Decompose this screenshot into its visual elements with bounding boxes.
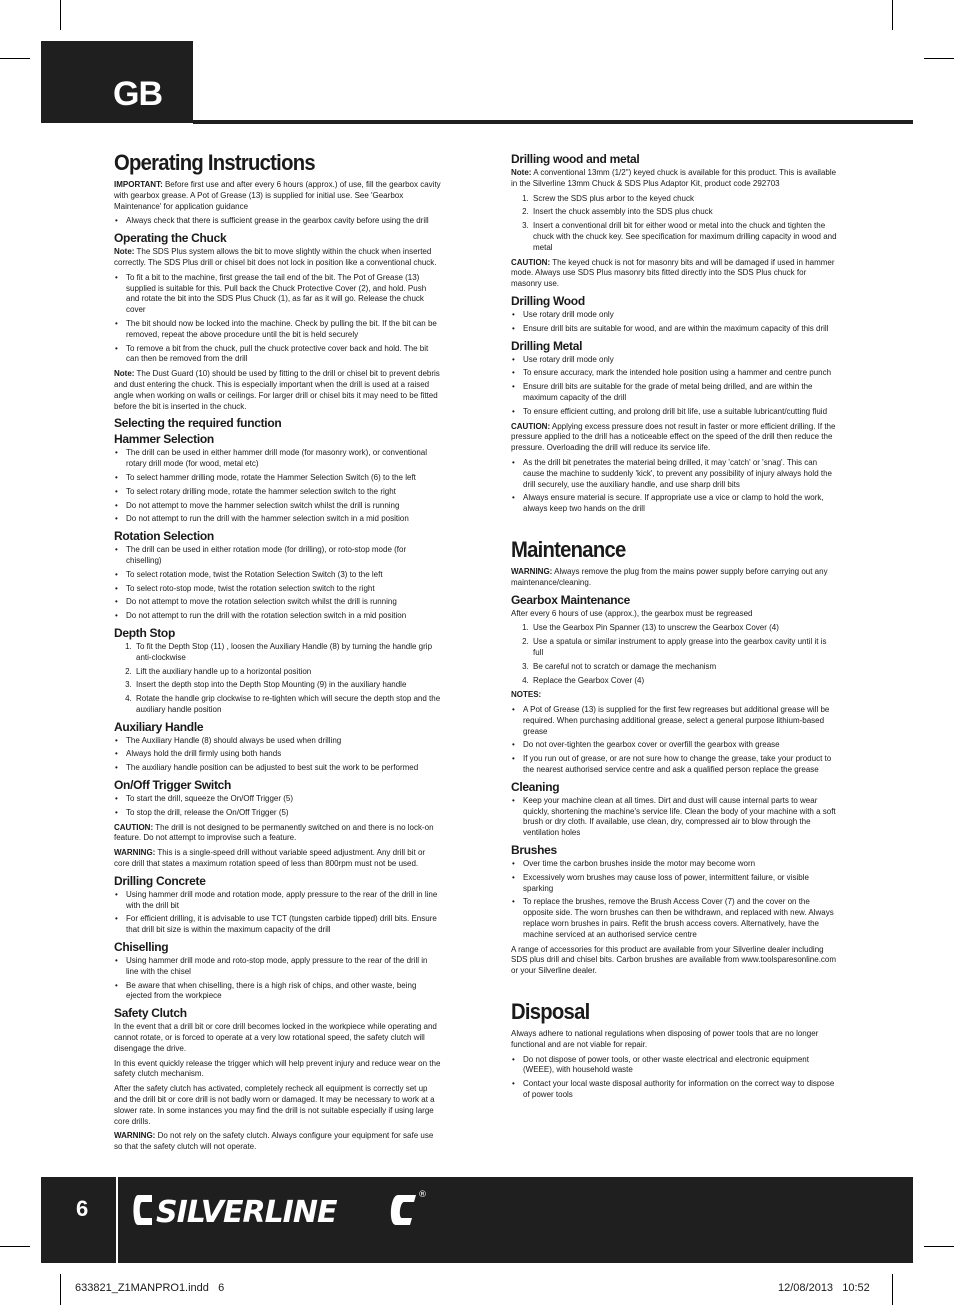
left-column — [114, 150, 441, 1157]
list-item: • Do not attempt to run the drill with the hammer selection switch in a mid position — [126, 514, 441, 525]
caution-text: The drill is not designed to be permanently switched on and there is no lock-on feature. Do not attempt to improvise such a feature. — [114, 822, 434, 843]
operating-instructions-title: Operating Instructions — [114, 150, 315, 175]
wood-metal-heading: Drilling wood and metal — [511, 152, 640, 166]
maintenance-title: Maintenance — [511, 536, 626, 562]
rotation-heading: Rotation Selection — [114, 529, 214, 544]
caution-text: The keyed chuck is not for masonry bits and will be damaged if used in hammer mode. Always use SDS Plus masonry bits fitted directly into the SDS Plus chuck for masonry use. — [511, 257, 835, 289]
list-item: • The drill can be used in either hammer drill mode (for masonry work), or conventional rotary drill mode (for wood, metal etc) — [126, 448, 441, 470]
notes-bullets — [511, 705, 838, 776]
aux-bullets — [114, 736, 441, 774]
wood-metal-steps — [511, 194, 838, 254]
list-item: • Be aware that when chiselling, there is a high risk of chips, and other waste, being ejected from the workpiece — [126, 981, 441, 1003]
silverline-logo — [130, 1185, 430, 1235]
list-item: • To select roto-stop mode, twist the rotation selection switch to the right — [126, 584, 441, 595]
header-rule — [193, 120, 913, 124]
concrete-bullets — [114, 890, 441, 936]
date-info: 12/08/2013 10:52 — [778, 1282, 870, 1294]
trigger-bullets — [114, 794, 441, 819]
list-item: • The auxiliary handle position can be adjusted to best suit the work to be performed — [126, 763, 441, 774]
select-function-heading: Selecting the required function — [114, 416, 282, 431]
list-item: • To remove a bit from the chuck, pull the chuck protective cover back and hold. The bit can then be removed from the drill — [126, 344, 441, 366]
list-item: • To replace the brushes, remove the Brush Access Cover (7) and the cover on the opposite side. The worn brushes can then be withdrawn, and replaced with new. Always replace worn brushes in pairs. Refit the brush access covers. Alternatively, have the machine serviced at an authorised service centre — [523, 897, 838, 940]
list-item: • Over time the carbon brushes inside the motor may become worn — [523, 859, 838, 870]
warning-label: WARNING: — [511, 566, 553, 576]
drilling-metal-heading: Drilling Metal — [511, 338, 583, 353]
list-item: • Do not attempt to move the hammer selection switch whilst the drill is running — [126, 501, 441, 512]
dust-guard-note — [114, 369, 441, 412]
list-item: • The drill can be used in either rotation mode (for drilling), or roto-stop mode (for chiselling) — [126, 545, 441, 567]
list-item: 4. Replace the Gearbox Cover (4) — [531, 676, 838, 687]
right-column — [511, 150, 838, 1105]
metal-caution — [511, 422, 838, 454]
list-item: • To select rotation mode, twist the Rotation Selection Switch (3) to the left — [126, 570, 441, 581]
notes-label-text: NOTES: — [511, 690, 542, 700]
note-label: Note: — [114, 247, 135, 257]
crop-mark — [60, 0, 61, 30]
chiselling-heading: Chiselling — [114, 940, 169, 955]
important-label: IMPORTANT: — [114, 180, 163, 189]
accessories-paragraph: A range of accessories for this product are available from your Silverline dealer including SDS plus drill and chisel bits. Carbon brushes are available from www.toolsparesonline.com or your Silverline dealer. — [511, 944, 837, 976]
wood-metal-caution — [511, 258, 838, 290]
gearbox-steps — [511, 623, 838, 686]
disposal-title: Disposal — [511, 999, 590, 1025]
note-text: A conventional 13mm (1/2") keyed chuck is available for this product. This is available in the Silverline 13mm Chuck & SDS Plus Adaptor Kit, product code 292703 — [511, 168, 837, 188]
clutch-warning — [114, 1131, 441, 1153]
file-info: 633821_Z1MANPRO1.indd 6 — [75, 1282, 225, 1294]
gearbox-intro: After every 6 hours of use (approx.), the gearbox must be regreased — [511, 608, 753, 618]
list-item: • As the drill bit penetrates the material being drilled, it may 'catch' or 'snag'. This can cause the machine to suddenly 'kick', to prevent any possibility of injury always hold the drill securely, use the auxiliary handle, and use sharp drill bits — [523, 458, 838, 490]
list-item: • To ensure efficient cutting, and prolong drill bit life, use a suitable lubricant/cutting fluid — [523, 407, 838, 418]
list-item: 3. Insert the depth stop into the Depth Stop Mounting (9) in the auxiliary handle — [134, 680, 441, 691]
caution-label: CAUTION: — [511, 257, 551, 267]
list-item: • Do not attempt to move the rotation selection switch whilst the drill is running — [126, 597, 441, 608]
list-item: • Do not over-tighten the gearbox cover or overfill the gearbox with grease — [523, 740, 838, 751]
list-item: • To ensure accuracy, mark the intended hole position using a hammer and centre punch — [523, 368, 838, 379]
safety-clutch-heading: Safety Clutch — [114, 1006, 187, 1021]
important-text: Before first use and after every 6 hours (approx.) of use, fill the gearbox cavity with gearbox grease. A Pot of Grease (13) is supplied for initial use. See 'Gearbox Maintenance' for application guidance — [114, 180, 441, 211]
list-item: • Using hammer drill mode and rotation mode, apply pressure to the rear of the drill in line with the drill bit — [126, 890, 441, 912]
list-item: • Always ensure material is secure. If appropriate use a vice or clamp to hold the work, always keep two hands on the drill — [523, 493, 838, 515]
language-badge — [41, 41, 193, 123]
list-item: 3. Insert a conventional drill bit for either wood or metal into the chuck and tighten the chuck with the chuck key. See specification for maximum drilling capacity in wood and metal — [531, 221, 838, 253]
chiselling-bullets — [114, 956, 441, 1002]
wood-metal-note — [511, 168, 838, 190]
list-item: • Always hold the drill firmly using both hands — [126, 749, 441, 760]
maintenance-warning — [511, 567, 838, 589]
list-item: • Always check that there is sufficient grease in the gearbox cavity before using the drill — [126, 216, 441, 227]
brushes-bullets — [511, 859, 838, 941]
registered-mark: ® — [418, 1190, 427, 1200]
cleaning-bullets — [511, 796, 838, 839]
note-text: The SDS Plus system allows the bit to move slightly within the chuck when inserted correctly. The SDS Plus drill or chisel bit does not lock in position like a conventional chuck. — [114, 247, 437, 267]
intro-bullets — [114, 216, 441, 227]
note-text: The Dust Guard (10) should be used by fitting to the drill or chisel bit to prevent debris and dust entering the chuck. This is especially important when the drill is used at a raised angle when working on walls or ceilings. For larger drill or chisel bits it may need to be fitted before the bit is inserted in the chuck. — [114, 369, 440, 411]
warning-label: WARNING: — [114, 848, 156, 858]
warning-text: This is a single-speed drill without variable speed adjustment. Any drill bit or core drill that states a maximum rotation speed of less than 800rpm must not be used. — [114, 848, 426, 869]
list-item: • Contact your local waste disposal authority for information on the correct way to dispose of power tools — [523, 1079, 838, 1101]
list-item: • A Pot of Grease (13) is supplied for the first few regreases but additional grease will be required. When purchasing additional grease, select a general purpose lithium-based grease — [523, 705, 838, 737]
list-item: • To select hammer drilling mode, rotate the Hammer Selection Switch (6) to the left — [126, 473, 441, 484]
list-item: • Using hammer drill mode and roto-stop mode, apply pressure to the rear of the drill in line with the chisel — [126, 956, 441, 978]
paragraph: In the event that a drill bit or core drill becomes locked in the workpiece while operating and cannot rotate, or is forced to operate at a very low rotational speed, the safety clutch will disengage the drive. — [114, 1022, 437, 1053]
crop-mark — [924, 58, 954, 59]
list-item: • Do not dispose of power tools, or other waste electrical and electronic equipment (WEEE), with household waste — [523, 1055, 838, 1077]
list-item: 1. To fit the Depth Stop (11) , loosen the Auxiliary Handle (8) by turning the handle grip anti-clockwise — [134, 642, 441, 664]
important-paragraph — [114, 180, 441, 212]
list-item: • Ensure drill bits are suitable for the grade of metal being drilled, and are within the maximum capacity of the drill — [523, 382, 838, 404]
metal-bullets-2 — [511, 458, 838, 515]
list-item: 1. Use the Gearbox Pin Spanner (13) to unscrew the Gearbox Cover (4) — [531, 623, 838, 634]
drilling-wood-heading: Drilling Wood — [511, 293, 585, 308]
list-item: • If you run out of grease, or are not sure how to change the grease, take your product to the nearest authorised service centre and ask a qualified person replace the grease — [523, 754, 838, 776]
note-label: Note: — [114, 369, 135, 379]
note-label: Note: — [511, 168, 532, 177]
trigger-caution — [114, 823, 441, 845]
concrete-heading: Drilling Concrete — [114, 873, 206, 888]
spacer — [511, 519, 838, 537]
logo-wordmark: SILVERLINE — [156, 1195, 337, 1230]
trigger-heading: On/Off Trigger Switch — [114, 778, 232, 793]
disposal-intro: Always adhere to national regulations when disposing of power tools that are no longer functional and are not viable for repair. — [511, 1029, 819, 1049]
language-label: GB — [113, 75, 162, 113]
brushes-heading: Brushes — [511, 843, 557, 858]
list-item: • To select rotary drilling mode, rotate the hammer selection switch to the right — [126, 487, 441, 498]
depth-stop-heading: Depth Stop — [114, 625, 175, 640]
depth-steps — [114, 642, 441, 716]
list-item: • Use rotary drill mode only — [523, 355, 838, 366]
caution-text: Applying excess pressure does not result in faster or more efficient drilling. If the pressure applied to the drill has a noticeable effect on the speed of the drill then reduce the pressure. Overloading the drill will reduce its service life. — [511, 421, 836, 453]
warning-text: Do not rely on the safety clutch. Always configure your equipment for safe use so that the safety clutch will not operate. — [114, 1131, 434, 1152]
disposal-bullets — [511, 1055, 838, 1101]
paragraph: In this event quickly release the trigger which will help prevent injury and reduce wear on the safety clutch mechanism. — [114, 1058, 441, 1079]
hammer-bullets — [114, 448, 441, 525]
auxiliary-handle-heading: Auxiliary Handle — [114, 719, 204, 734]
list-item: • Do not attempt to run the drill with the rotation selection switch in a mid position — [126, 611, 441, 622]
list-item: 1. Screw the SDS plus arbor to the keyed chuck — [531, 194, 838, 205]
list-item: • To stop the drill, release the On/Off Trigger (5) — [126, 808, 441, 819]
paragraph: After the safety clutch has activated, completely recheck all equipment is correctly set up and the drill bit or core drill is not badly worn or damaged. It may be necessary to work at a slower rate. In some instances you may find the drill is not suitable especially if using large core drills. — [114, 1084, 435, 1126]
list-item: • Excessively worn brushes may cause loss of power, intermittent failure, or visible sparking — [523, 873, 838, 895]
list-item: • The bit should now be locked into the machine. Check by pulling the bit. If the bit can be removed, repeat the above procedure until the bit is held securely — [126, 319, 441, 341]
list-item: 2. Use a spatula or similar instrument to apply grease into the gearbox cavity until it is full — [531, 637, 838, 659]
list-item: • To fit a bit to the machine, first grease the tail end of the bit. The Pot of Grease (13) supplied is suitable for this. Pull back the Chuck Protective Cover (2), and hold. Push and rotate the bit into the SDS Plus Chuck (1), as far as it will go. Release the chuck cover — [126, 273, 441, 316]
crop-mark — [60, 1274, 61, 1305]
crop-mark — [892, 1274, 893, 1305]
list-item: • Use rotary drill mode only — [523, 310, 838, 321]
trigger-warning — [114, 848, 441, 870]
gearbox-heading: Gearbox Maintenance — [511, 592, 631, 607]
chuck-bullets — [114, 273, 441, 365]
list-item: • Keep your machine clean at all times. Dirt and dust will cause internal parts to wear quickly, shortening the machine's service life. Clean the body of your machine with a soft brush or dry cloth. If available, use clean, dry, compressed air to blow through the ventilation holes — [523, 796, 838, 839]
notes-label — [511, 690, 838, 701]
list-item: • The Auxiliary Handle (8) should always be used when drilling — [126, 736, 441, 747]
caution-label: CAUTION: — [511, 421, 551, 431]
metal-bullets — [511, 355, 838, 418]
crop-mark — [0, 1246, 30, 1247]
footer-divider — [116, 1177, 118, 1263]
warning-text: Always remove the plug from the mains power supply before carrying out any maintenance/cleaning. — [511, 566, 828, 587]
list-item: 2. Insert the chuck assembly into the SDS plus chuck — [531, 207, 838, 218]
list-item: • For efficient drilling, it is advisable to use TCT (tungsten carbide tipped) drill bits. Ensure that drill bit size is within the maximum capacity of the drill — [126, 914, 441, 936]
chuck-note — [114, 247, 441, 269]
caution-label: CAUTION: — [114, 822, 154, 832]
page-number: 6 — [76, 1196, 89, 1221]
hammer-heading: Hammer Selection — [114, 432, 214, 447]
spacer — [511, 981, 838, 999]
list-item: 2. Lift the auxiliary handle up to a horizontal position — [134, 667, 441, 678]
crop-mark — [892, 0, 893, 30]
list-item: • Ensure drill bits are suitable for wood, and are within the maximum capacity of this drill — [523, 324, 838, 335]
cleaning-heading: Cleaning — [511, 779, 560, 794]
crop-mark — [924, 1246, 954, 1247]
warning-label: WARNING: — [114, 1131, 156, 1141]
wood-bullets — [511, 310, 838, 335]
list-item: • To start the drill, squeeze the On/Off Trigger (5) — [126, 794, 441, 805]
crop-mark — [0, 58, 30, 59]
list-item: 4. Rotate the handle grip clockwise to re-tighten which will secure the depth stop and the auxiliary handle position — [134, 694, 441, 716]
chuck-heading: Operating the Chuck — [114, 231, 227, 246]
rotation-bullets — [114, 545, 441, 622]
list-item: 3. Be careful not to scratch or damage the mechanism — [531, 662, 838, 673]
